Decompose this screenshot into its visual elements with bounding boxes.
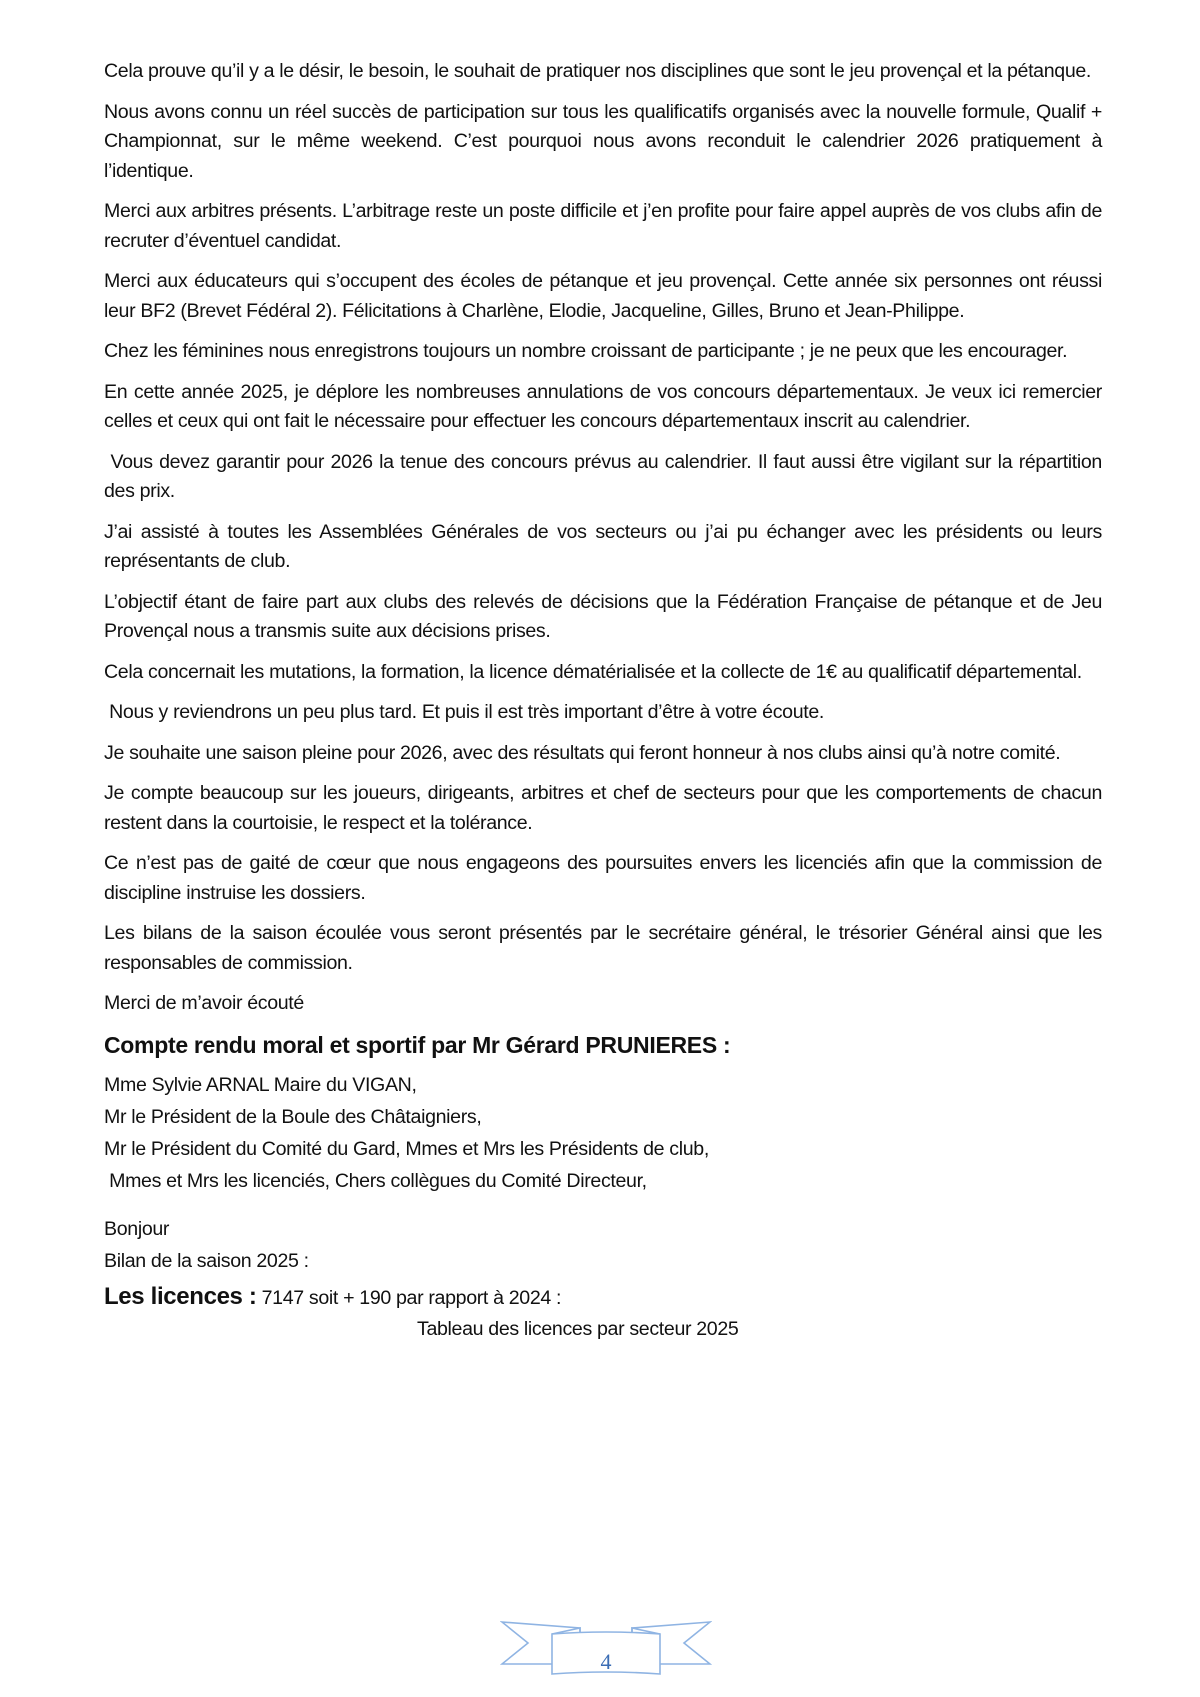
section-heading: Compte rendu moral et sportif par Mr Gérard PRUNIERES : (104, 1031, 731, 1058)
paragraph: Merci aux éducateurs qui s’occupent des écoles de pétanque et jeu provençal. Cette année six personnes ont réussi leur BF2 (Brevet Fédéral 2). Félicitations à Charlène, Elodie, Jacqueline, Gilles, Bruno et Jean-Philippe. (104, 270, 1102, 322)
paragraph: Cela prouve qu’il y a le désir, le besoin, le souhait de pratiquer nos disciplines que sont le jeu provençal et la pétanque. (104, 60, 1092, 82)
licences-label: Les licences : (104, 1282, 257, 1310)
page-number-ribbon (500, 1620, 712, 1682)
page-number: 4 (600, 1649, 612, 1674)
salutation-line: Mme Sylvie ARNAL Maire du VIGAN, (104, 1073, 417, 1096)
spacer (104, 1197, 1102, 1213)
greeting: Bonjour (104, 1217, 170, 1240)
paragraph: Chez les féminines nous enregistrons toujours un nombre croissant de participante ; je ne peux que les encourager. (104, 340, 1068, 362)
salutation-block (104, 1069, 1102, 1197)
paragraph: Je souhaite une saison pleine pour 2026, avec des résultats qui feront honneur à nos clubs ainsi qu’à notre comité. (104, 741, 1061, 764)
licences-line (104, 1281, 1102, 1314)
salutation-line: Mr le Président du Comité du Gard, Mmes et Mrs les Présidents de club, (104, 1137, 709, 1160)
paragraph: J’ai assisté à toutes les Assemblées Générales de vos secteurs ou j’ai pu échanger avec les présidents ou leurs représentants de club. (104, 520, 1102, 572)
paragraph: Les bilans de la saison écoulée vous seront présentés par le secrétaire général, le trésorier Général ainsi que les responsables de commission. (104, 922, 1102, 974)
paragraph: Merci aux arbitres présents. L’arbitrage reste un poste difficile et j’en profite pour faire appel auprès de vos clubs afin de recruter d’éventuel candidat. (104, 200, 1102, 252)
salutation-line: Mmes et Mrs les licenciés, Chers collègues du Comité Directeur, (104, 1169, 647, 1192)
salutation-line: Mr le Président de la Boule des Châtaigniers, (104, 1105, 482, 1128)
closing-line: Merci de m’avoir écouté (104, 992, 304, 1014)
paragraph: Je compte beaucoup sur les joueurs, dirigeants, arbitres et chef de secteurs pour que les comportements de chacun restent dans la courtoisie, le respect et la tolérance. (104, 782, 1102, 834)
season-summary-line: Bilan de la saison 2025 : (104, 1249, 309, 1272)
paragraph: Ce n’est pas de gaité de cœur que nous engageons des poursuites envers les licenciés afin que la commission de discipline instruise les dossiers. (104, 852, 1102, 904)
licences-value: 7147 soit + 190 par rapport à 2024 : (256, 1286, 562, 1309)
paragraph: Nous avons connu un réel succès de participation sur tous les qualificatifs organisés avec la nouvelle formule, Qualif + Championnat, sur le même weekend. C’est pourquoi nous avons reconduit le calendrier 2026 pratiquement à l’identique. (104, 100, 1102, 182)
paragraph: En cette année 2025, je déplore les nombreuses annulations de vos concours départementaux. Je veux ici remercier celles et ceux qui ont fait le nécessaire pour effectuer les concours départementaux inscrit au calendrier. (104, 380, 1102, 432)
table-caption: Tableau des licences par secteur 2025 (417, 1317, 739, 1340)
paragraph: Vous devez garantir pour 2026 la tenue des concours prévus au calendrier. Il faut aussi être vigilant sur la répartition des prix. (104, 450, 1108, 502)
paragraph: Cela concernait les mutations, la formation, la licence dématérialisée et la collecte de 1€ au qualificatif départemental. (104, 660, 1082, 683)
paragraph: L’objectif étant de faire part aux clubs des relevés de décisions que la Fédération Française de pétanque et de Jeu Provençal nous a transmis suite aux décisions prises. (104, 590, 1102, 642)
document-page (104, 57, 1108, 1344)
paragraph: Nous y reviendrons un peu plus tard. Et puis il est très important d’être à votre écoute. (104, 701, 824, 723)
